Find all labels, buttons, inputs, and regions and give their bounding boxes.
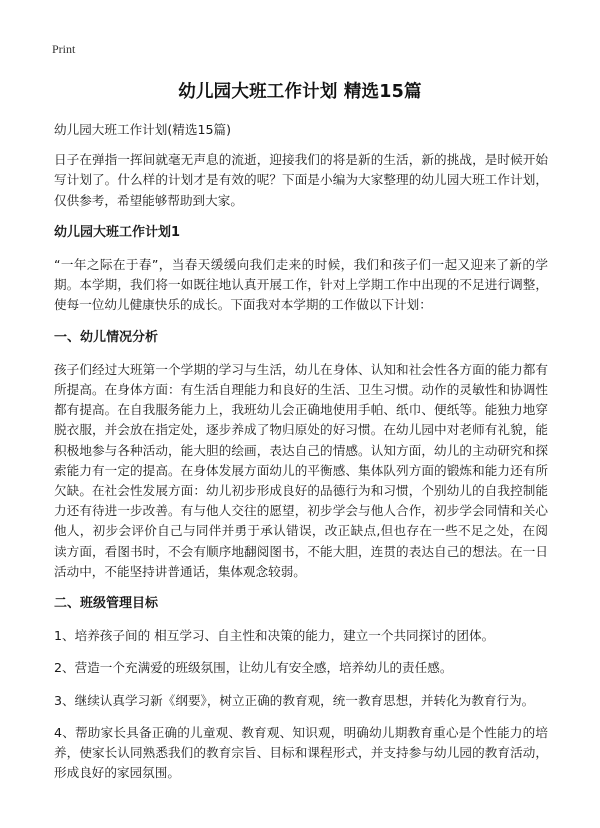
goal-item-3: 3、继续认真学习新《纲要》，树立正确的教育观，统一教育思想，并转化为教育行为。 bbox=[54, 692, 535, 708]
goal-item-1: 1、培养孩子间的 相互学习、自主性和决策的能力，建立一个共同探讨的团体。 bbox=[54, 628, 495, 644]
section-heading-plan-1: 幼儿园大班工作计划1 bbox=[54, 224, 181, 240]
print-link[interactable]: Print bbox=[52, 42, 76, 56]
article-body bbox=[54, 120, 548, 795]
goal-item-4: 4、帮助家长具备正确的儿童观、教育观、知识观，明确幼儿期教育重心是个性能力的培养，使家长认同熟悉我们的教育宗旨、目标和课程形式，并支持参与幼儿园的教育活动，形成良好的家园氛围。 bbox=[54, 724, 548, 781]
goal-item-2: 2、营造一个充满爱的班级氛围，让幼儿有安全感，培养幼儿的责任感。 bbox=[54, 660, 453, 676]
article-subtitle: 幼儿园大班工作计划(精选15篇) bbox=[54, 122, 231, 137]
heading-child-analysis: 一、幼儿情况分析 bbox=[54, 329, 159, 345]
heading-class-management-goals: 二、班级管理目标 bbox=[54, 596, 159, 612]
intro-paragraph: 日子在弹指一挥间就毫无声息的流逝，迎接我们的将是新的生活，新的挑战，是时候开始写计划了。什么样的计划才是有效的呢？下面是小编为大家整理的幼儿园大班工作计划，仅供参考，希望能够帮助到大家。 bbox=[54, 152, 548, 208]
analysis-paragraph: 孩子们经过大班第一个学期的学习与生活，幼儿在身体、认知和社会性各方面的能力都有所提高。在身体方面：有生活自理能力和良好的生活、卫生习惯。动作的灵敏性和协调性都有提高。在自我服务能力上，我班幼儿会正确地使用手帕、纸巾、便纸等。能独力地穿脱衣服，并会放在指定处，逐步养成了物归原处的好习惯。在幼儿园中对老师有礼貌，能积极地参与各种活动，能大胆的绘画，表达自己的情感。认知方面，幼儿的主动研究和探索能力有一定的提高。在身体发展方面幼儿的平衡感、集体队列方面的锻炼和能力还有所欠缺。在社会性发展方面：幼儿初步形成良好的品德行为和习惯，个别幼儿的自我控制能力还有待进一步改善。有与他人交往的愿望，初步学会与他人合作，初步学会同情和关心他人，初步会评价自己与同伴并勇于承认错误，改正缺点,但也存在一些不足之处，在阅读方面，看图书时，不会有顺序地翻阅图书，不能大胆，连贯的表达自己的想法。在一日活动中，不能坚持讲普通话，集体观念较弱。 bbox=[54, 361, 548, 579]
section1-paragraph: “一年之际在于春”，当春天缓缓向我们走来的时候，我们和孩子们一起又迎来了新的学期。本学期，我们将一如既往地认真开展工作，针对上学期工作中出现的不足进行调整，使每一位幼儿健康快乐的成长。下面我对本学期的工作做以下计划： bbox=[54, 257, 548, 313]
page-title: 幼儿园大班工作计划 精选15篇 bbox=[178, 82, 422, 102]
